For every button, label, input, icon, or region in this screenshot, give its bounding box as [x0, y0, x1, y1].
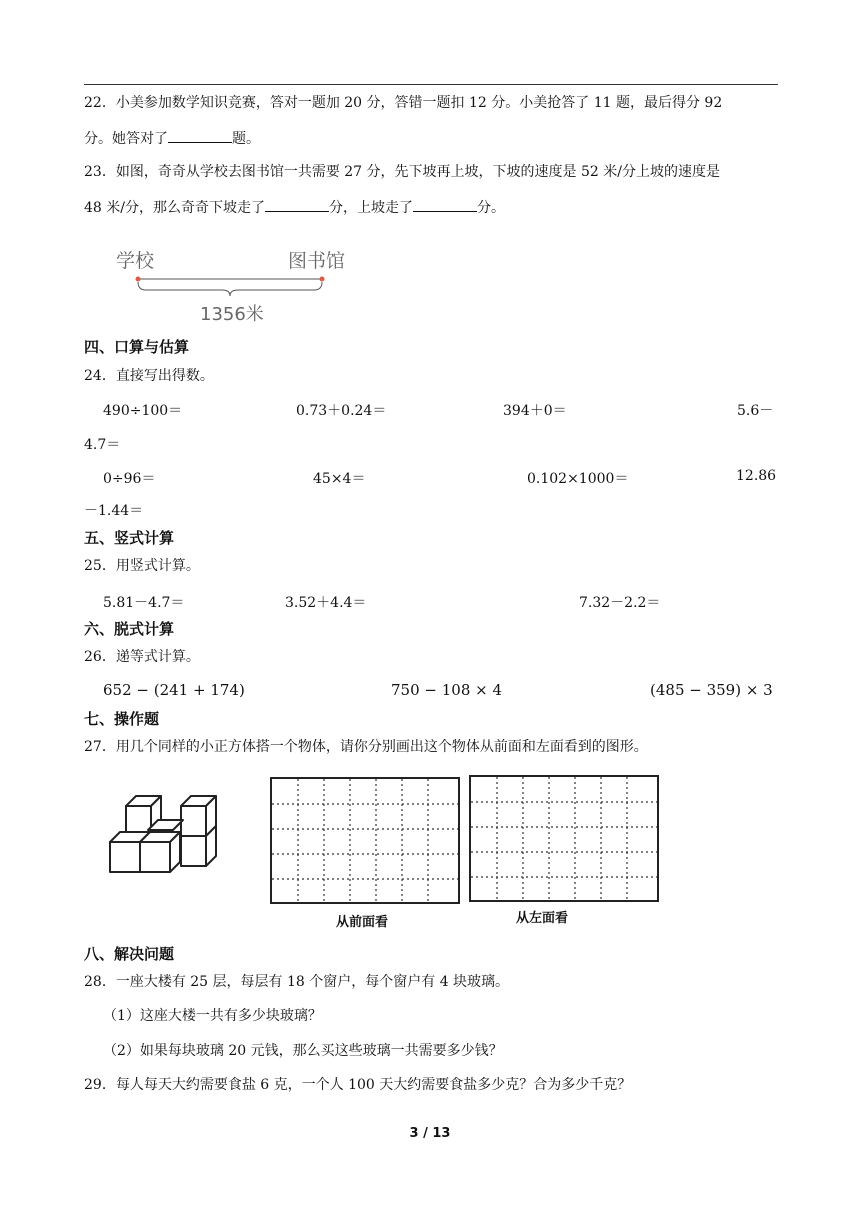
q24-item-wrap: －1.44＝	[84, 503, 144, 519]
q23-line1: 23．如图，奇奇从学校去图书馆一共需要 27 分，先下坡再上坡，下坡的速度是 52 米/分上坡的速度是	[84, 164, 720, 180]
route-figure	[110, 240, 370, 330]
q22-line2	[84, 128, 260, 149]
q25-stem: 25．用竖式计算。	[84, 558, 200, 574]
cube-stack-figure	[106, 788, 231, 878]
page-number: 3 / 13	[409, 1126, 451, 1141]
library-label: 图书馆	[288, 250, 346, 272]
q24-item: 0.73＋0.24＝	[296, 403, 387, 419]
q23-text-mid: 分，上坡走了	[328, 200, 413, 216]
section-6-title: 六、脱式计算	[84, 620, 175, 638]
section-5-title: 五、竖式计算	[84, 529, 175, 547]
left-grid-lines	[471, 777, 657, 900]
q24-item: 394＋0＝	[503, 403, 567, 419]
q23-text: 48 米/分，那么奇奇下坡走了	[84, 200, 265, 216]
q26-item: (485 − 359) × 3	[650, 681, 773, 699]
q26-item: 750 − 108 × 4	[391, 681, 503, 699]
answer-blank[interactable]	[168, 128, 232, 143]
q23-text-end: 分。	[476, 200, 505, 216]
header-rule	[84, 84, 778, 85]
q25-item: 3.52＋4.4＝	[285, 595, 367, 611]
q28-stem: 28．一座大楼有 25 层，每层有 18 个窗户，每个窗户有 4 块玻璃。	[84, 974, 510, 990]
q26-stem: 26．递等式计算。	[84, 649, 200, 665]
q24-item-wrap: 4.7＝	[84, 437, 121, 453]
front-view-grid[interactable]	[270, 777, 460, 904]
q28-sub2: （2）如果每块玻璃 20 元钱，那么买这些玻璃一共需要多少钱？	[103, 1043, 503, 1059]
answer-blank-downhill[interactable]	[265, 197, 329, 212]
left-view-caption: 从左面看	[516, 911, 569, 926]
school-label: 学校	[116, 250, 155, 272]
q24-item: 0.102×1000＝	[527, 471, 629, 487]
q22-text: 分。她答对了	[84, 131, 168, 147]
left-view-grid[interactable]	[469, 775, 659, 902]
section-4-title: 四、口算与估算	[84, 338, 190, 356]
section-8-title: 八、解决问题	[84, 945, 175, 963]
front-grid-lines	[272, 779, 458, 902]
q27-stem: 27．用几个同样的小正方体搭一个物体，请你分别画出这个物体从前面和左面看到的图形。	[84, 739, 648, 755]
q26-item: 652 − (241 + 174)	[103, 681, 245, 699]
q24-item: 0÷96＝	[103, 471, 156, 487]
distance-label: 1356米	[200, 304, 264, 325]
q24-item: 5.6－	[737, 403, 774, 419]
q25-item: 7.32－2.2＝	[579, 595, 661, 611]
q25-item: 5.81－4.7＝	[103, 595, 185, 611]
answer-blank-uphill[interactable]	[413, 197, 477, 212]
q24-stem: 24．直接写出得数。	[84, 368, 214, 384]
q22-line1: 22．小美参加数学知识竞赛，答对一题加 20 分，答错一题扣 12 分。小美抢答了 11 题，最后得分 92	[84, 95, 723, 111]
q23-line2	[84, 197, 505, 218]
q22-text-end: 题。	[232, 131, 260, 147]
q24-item: 12.86	[736, 468, 777, 484]
q29-stem: 29．每人每天大约需要食盐 6 克，一个人 100 天大约需要食盐多少克？合为多少千克？	[84, 1077, 632, 1093]
q24-item: 490÷100＝	[103, 403, 183, 419]
front-view-caption: 从前面看	[336, 915, 389, 930]
q24-item: 45×4＝	[313, 471, 366, 487]
q28-sub1: （1）这座大楼一共有多少块玻璃？	[103, 1008, 322, 1024]
section-7-title: 七、操作题	[84, 710, 160, 728]
